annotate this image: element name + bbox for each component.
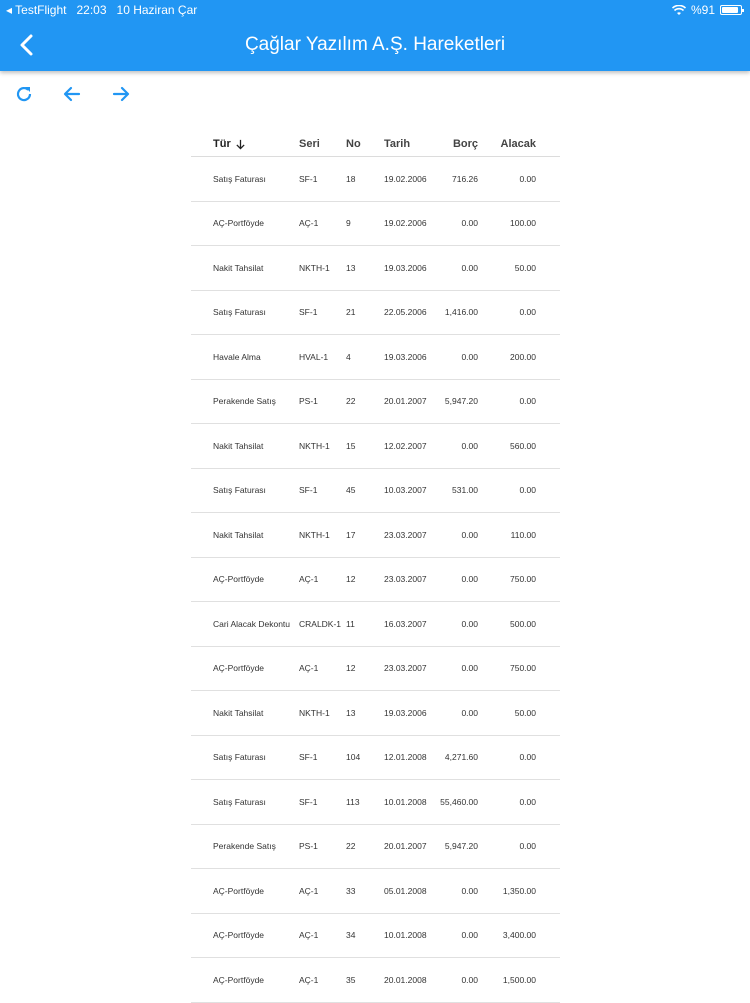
table-row[interactable] [191,602,560,647]
table-row[interactable] [191,958,560,1003]
table-row[interactable] [191,647,560,692]
cell-seri: PS-1 [299,841,318,852]
cell-alacak: 560.00 [510,440,536,451]
status-bar [0,0,750,20]
cell-borc: 716.26 [452,173,478,184]
cell-seri: AÇ-1 [299,218,319,229]
cell-no: 104 [346,752,361,763]
cell-tarih: 23.03.2007 [384,529,427,540]
cell-tur: AÇ-Portföyde [213,930,265,941]
cell-tur: Satış Faturası [213,752,266,763]
column-header-tarih[interactable]: Tarih [384,138,411,150]
cell-borc: 5,947.20 [444,841,478,852]
cell-tarih: 10.01.2008 [384,796,427,807]
table-row[interactable] [191,558,560,603]
status-time: 22:03 [76,3,107,17]
cell-alacak: 0.00 [519,485,536,496]
cell-seri: SF-1 [299,173,318,184]
cell-tarih: 16.03.2007 [384,618,427,629]
table-row[interactable] [191,202,560,247]
table-row[interactable] [191,291,560,336]
cell-borc: 0.00 [461,218,478,229]
cell-tur: AÇ-Portföyde [213,974,265,985]
table-row[interactable] [191,157,560,202]
cell-tur: AÇ-Portföyde [213,574,265,585]
cell-borc: 0.00 [461,707,478,718]
column-header-alacak[interactable]: Alacak [500,138,536,150]
cell-borc: 0.00 [461,351,478,362]
cell-alacak: 0.00 [519,307,536,318]
app-bar [0,0,750,71]
cell-no: 17 [346,529,356,540]
column-label: Tür [213,138,231,150]
cell-alacak: 50.00 [514,262,536,273]
cell-tur: AÇ-Portföyde [213,663,265,674]
sort-down-icon [235,139,246,150]
cell-seri: AÇ-1 [299,930,319,941]
cell-tur: Nakit Tahsilat [213,529,264,540]
cell-tarih: 23.03.2007 [384,574,427,585]
cell-no: 12 [346,574,356,585]
column-header-tur[interactable] [213,131,246,157]
cell-alacak: 0.00 [519,173,536,184]
cell-no: 22 [346,841,356,852]
cell-seri: NKTH-1 [299,707,330,718]
cell-tarih: 10.01.2008 [384,930,427,941]
cell-no: 18 [346,173,356,184]
cell-no: 35 [346,974,356,985]
cell-seri: AÇ-1 [299,974,319,985]
cell-seri: PS-1 [299,396,318,407]
cell-tarih: 23.03.2007 [384,663,427,674]
table-row[interactable] [191,513,560,558]
cell-tarih: 12.02.2007 [384,440,427,451]
cell-borc: 0.00 [461,262,478,273]
table-row[interactable] [191,780,560,825]
back-app-label: TestFlight [15,3,67,17]
cell-seri: AÇ-1 [299,885,319,896]
cell-tur: Nakit Tahsilat [213,262,264,273]
cell-tarih: 12.01.2008 [384,752,427,763]
cell-tarih: 19.02.2006 [384,218,427,229]
cell-alacak: 1,350.00 [502,885,536,896]
cell-alacak: 200.00 [510,351,536,362]
cell-no: 34 [346,930,356,941]
cell-seri: SF-1 [299,796,318,807]
cell-tur: AÇ-Portföyde [213,218,265,229]
cell-tarih: 20.01.2007 [384,396,427,407]
cell-alacak: 1,500.00 [502,974,536,985]
cell-seri: SF-1 [299,307,318,318]
cell-no: 13 [346,262,356,273]
battery-icon [720,5,742,15]
cell-borc: 531.00 [452,485,478,496]
cell-tur: Perakende Satış [213,396,276,407]
cell-tarih: 05.01.2008 [384,885,427,896]
cell-no: 13 [346,707,356,718]
table-header [191,131,560,157]
toolbar [0,82,300,108]
cell-tur: Satış Faturası [213,307,266,318]
cell-no: 113 [346,796,360,807]
cell-borc: 0.00 [461,663,478,674]
cell-tur: Nakit Tahsilat [213,707,264,718]
arrow-left-icon[interactable] [60,82,84,106]
cell-borc: 55,460.00 [440,796,478,807]
cell-alacak: 100.00 [510,218,536,229]
cell-tarih: 22.05.2006 [384,307,427,318]
cell-borc: 5,947.20 [444,396,478,407]
table-row[interactable] [191,736,560,781]
table-row[interactable] [191,380,560,425]
cell-tarih: 19.03.2006 [384,351,427,362]
cell-alacak: 3,400.00 [502,930,536,941]
cell-no: 15 [346,440,356,451]
column-header-seri[interactable]: Seri [299,138,320,150]
cell-no: 11 [346,618,355,629]
arrow-right-icon[interactable] [109,82,133,106]
cell-seri: NKTH-1 [299,529,330,540]
table-row[interactable] [191,246,560,291]
cell-no: 45 [346,485,356,496]
column-header-no[interactable]: No [346,138,361,150]
cell-borc: 4,271.60 [444,752,478,763]
cell-tur: Havale Alma [213,351,261,362]
back-to-app-link[interactable]: ◂ TestFlight [6,3,67,17]
cell-alacak: 0.00 [519,796,536,807]
cell-tur: Satış Faturası [213,796,266,807]
table-row[interactable] [191,691,560,736]
cell-seri: NKTH-1 [299,440,330,451]
cell-tarih: 19.03.2006 [384,707,427,718]
cell-no: 4 [346,351,351,362]
cell-borc: 0.00 [461,440,478,451]
cell-borc: 0.00 [461,618,478,629]
cell-seri: HVAL-1 [299,351,329,362]
table-row[interactable] [191,469,560,514]
cell-seri: SF-1 [299,752,318,763]
transactions-table [191,131,560,1003]
cell-alacak: 0.00 [519,841,536,852]
cell-seri: SF-1 [299,485,318,496]
cell-tur: Cari Alacak Dekontu [213,618,291,629]
cell-no: 21 [346,307,356,318]
cell-borc: 1,416.00 [444,307,478,318]
cell-alacak: 50.00 [514,707,536,718]
battery-percent: %91 [690,3,715,17]
cell-tur: Satış Faturası [213,173,266,184]
table-body [191,157,560,1003]
cell-tarih: 10.03.2007 [384,485,427,496]
cell-borc: 0.00 [461,574,478,585]
cell-alacak: 0.00 [519,752,536,763]
table-row[interactable] [191,335,560,380]
cell-borc: 0.00 [461,930,478,941]
cell-tur: Satış Faturası [213,485,266,496]
table-row[interactable] [191,914,560,959]
cell-seri: AÇ-1 [299,663,319,674]
cell-no: 22 [346,396,356,407]
cell-borc: 0.00 [461,529,478,540]
cell-tarih: 19.03.2006 [384,262,427,273]
cell-no: 9 [346,218,351,229]
page-title: Çağlar Yazılım A.Ş. Hareketleri [244,34,506,55]
wifi-icon [672,5,686,16]
cell-no: 12 [346,663,356,674]
cell-tarih: 20.01.2008 [384,974,427,985]
cell-no: 33 [346,885,356,896]
cell-tur: AÇ-Portföyde [213,885,265,896]
table-row[interactable] [191,869,560,914]
cell-alacak: 750.00 [510,574,536,585]
cell-alacak: 0.00 [519,396,536,407]
cell-alacak: 500.00 [510,618,536,629]
column-header-borc[interactable]: Borç [452,138,478,150]
table-row[interactable] [191,424,560,469]
cell-tur: Nakit Tahsilat [213,440,264,451]
cell-seri: CRALDK-1 [299,618,342,629]
refresh-icon[interactable] [12,82,36,106]
table-row[interactable] [191,825,560,870]
cell-tur: Perakende Satış [213,841,276,852]
cell-seri: NKTH-1 [299,262,330,273]
cell-seri: AÇ-1 [299,574,319,585]
cell-tarih: 19.02.2006 [384,173,427,184]
cell-alacak: 750.00 [510,663,536,674]
cell-borc: 0.00 [461,885,478,896]
cell-borc: 0.00 [461,974,478,985]
cell-alacak: 110.00 [510,529,536,540]
cell-tarih: 20.01.2007 [384,841,427,852]
status-date: 10 Haziran Çar [116,3,198,17]
